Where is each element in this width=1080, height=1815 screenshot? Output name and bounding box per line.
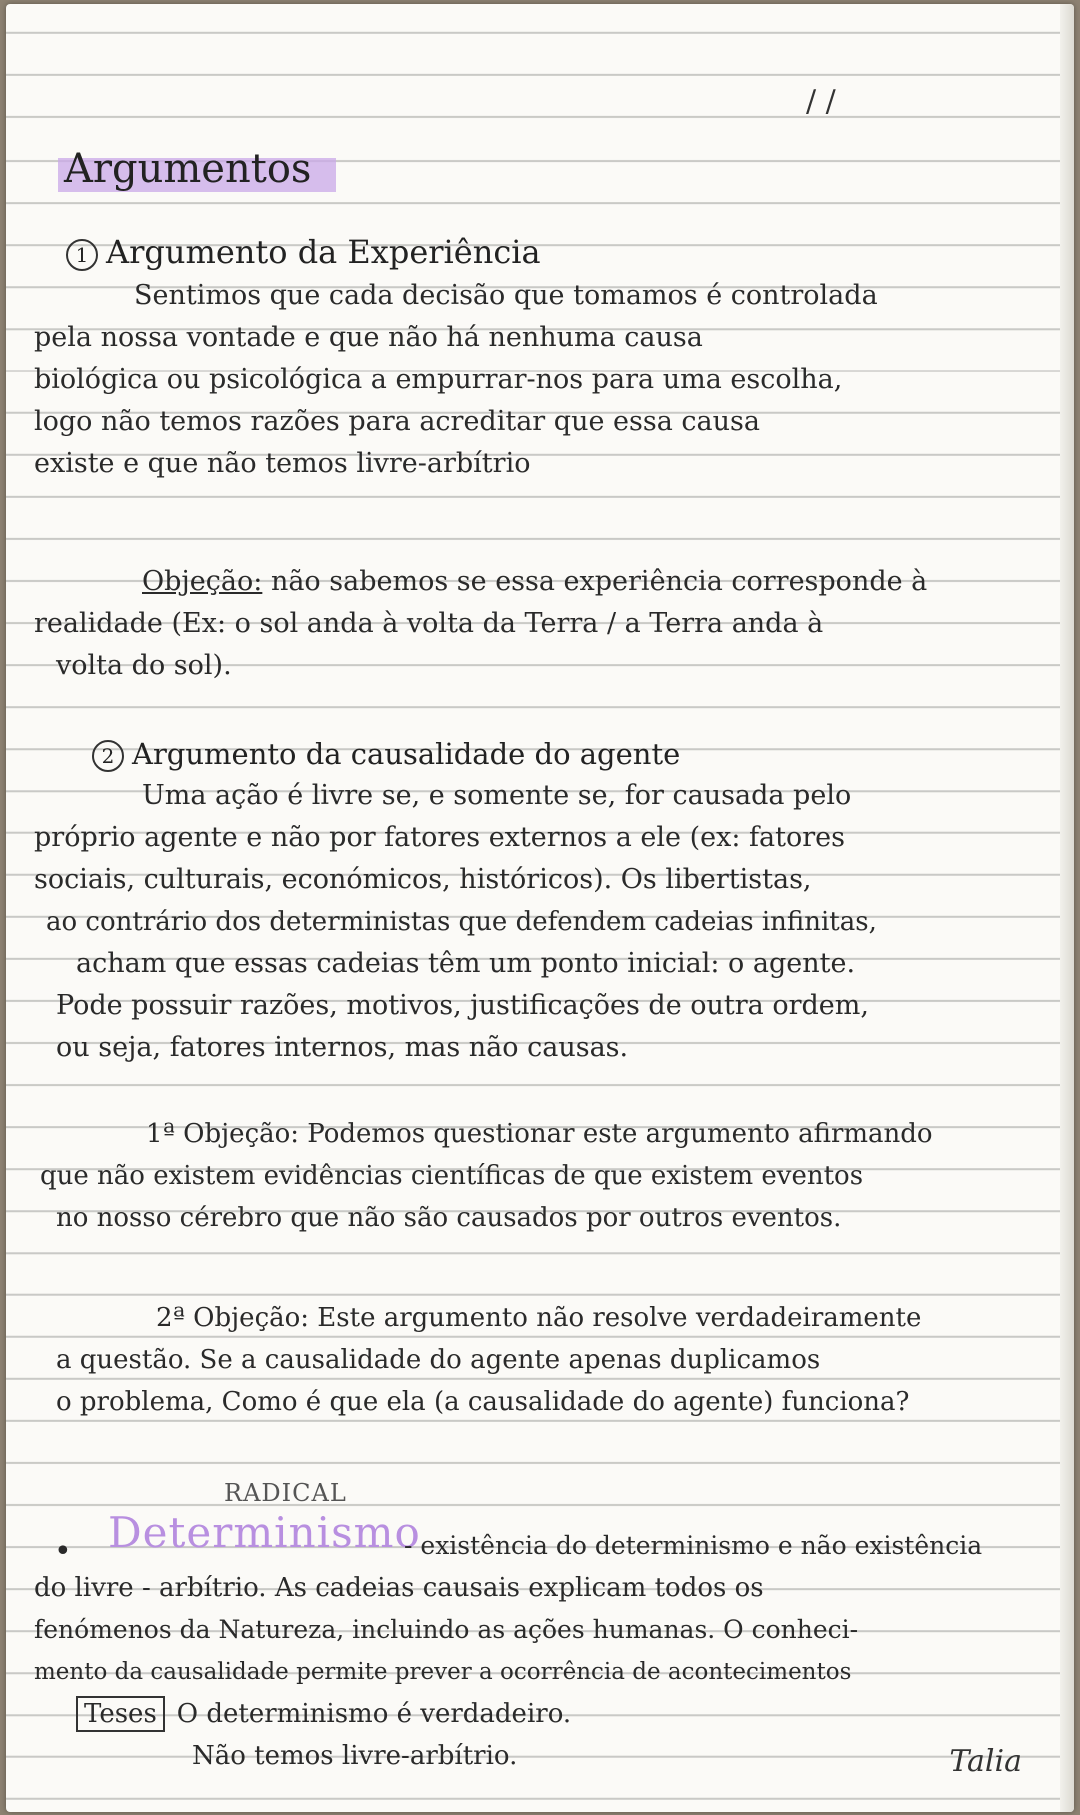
section1-line: biológica ou psicológica a empurrar-nos para uma escolha, <box>34 364 843 395</box>
determinism-line: do livre - arbítrio. As cadeias causais explicam todos os <box>34 1573 764 1603</box>
objection1-line: 1ª Objeção: Podemos questionar este argumento afirmando <box>146 1119 933 1149</box>
theses-line <box>76 1694 1044 1734</box>
determinism-line: - existência do determinismo e não existência <box>404 1531 983 1560</box>
section2-number: 2 <box>92 740 124 772</box>
radical-label: RADICAL <box>224 1479 347 1507</box>
section1-number: 1 <box>66 239 98 271</box>
section1-line: existe e que não temos livre-arbítrio <box>34 448 531 479</box>
objection2-line: 2ª Objeção: Este argumento não resolve verdadeiramente <box>156 1303 922 1333</box>
section2-line: Uma ação é livre se, e somente se, for causada pelo <box>142 780 852 811</box>
section2-line: acham que essas cadeias têm um ponto inicial: o agente. <box>76 948 856 979</box>
objection-label: Objeção: <box>142 566 263 597</box>
thesis-2: Não temos livre-arbítrio. <box>192 1741 518 1771</box>
objection1-line: que não existem evidências científicas de que existem eventos <box>40 1161 864 1191</box>
objection1-line: no nosso cérebro que não são causados por outros eventos. <box>56 1203 842 1233</box>
objection2-line: o problema, Como é que ela (a causalidade do agente) funciona? <box>56 1387 910 1417</box>
determinism-title: Determinismo <box>108 1508 421 1557</box>
objection-text: não sabemos se essa experiência corresponde à <box>270 566 928 597</box>
section1-line: Sentimos que cada decisão que tomamos é controlada <box>134 280 878 311</box>
section1-objection-line: volta do sol). <box>56 650 232 681</box>
section2-line: próprio agente e não por fatores externos a ele (ex: fatores <box>34 822 845 853</box>
section2-heading <box>92 732 680 776</box>
determinism-line: fenómenos da Natureza, incluindo as ações humanas. O conheci- <box>34 1615 859 1644</box>
teses-label: Teses <box>76 1696 165 1732</box>
objection2-line: a questão. Se a causalidade do agente apenas duplicamos <box>56 1345 821 1375</box>
page-title: Argumentos <box>64 146 312 192</box>
section1-line: logo não temos razões para acreditar que essa causa <box>34 406 760 437</box>
notebook-page <box>6 4 1074 1812</box>
page-edge <box>1060 4 1074 1812</box>
section1-objection <box>142 562 1044 602</box>
section2-line: sociais, culturais, económicos, históricos). Os libertistas, <box>34 864 812 895</box>
section1-objection-line: realidade (Ex: o sol anda à volta da Terra / a Terra anda à <box>34 608 824 639</box>
date-field: / / <box>806 84 836 119</box>
section2-line: ao contrário dos deterministas que defendem cadeias infinitas, <box>46 907 877 937</box>
section2-line: Pode possuir razões, motivos, justificações de outra ordem, <box>56 990 869 1021</box>
determinism-line: mento da causalidade permite prever a ocorrência de acontecimentos <box>34 1659 852 1685</box>
section1-line: pela nossa vontade e que não há nenhuma causa <box>34 322 703 353</box>
section2-heading-text: Argumento da causalidade do agente <box>132 737 681 771</box>
section1-heading <box>66 230 541 274</box>
section2-line: ou seja, fatores internos, mas não causas. <box>56 1032 629 1063</box>
section1-heading-text: Argumento da Experiência <box>106 233 541 271</box>
thesis-1: O determinismo é verdadeiro. <box>176 1699 572 1729</box>
bullet-point: • <box>54 1534 72 1569</box>
signature: Talia <box>949 1744 1022 1779</box>
